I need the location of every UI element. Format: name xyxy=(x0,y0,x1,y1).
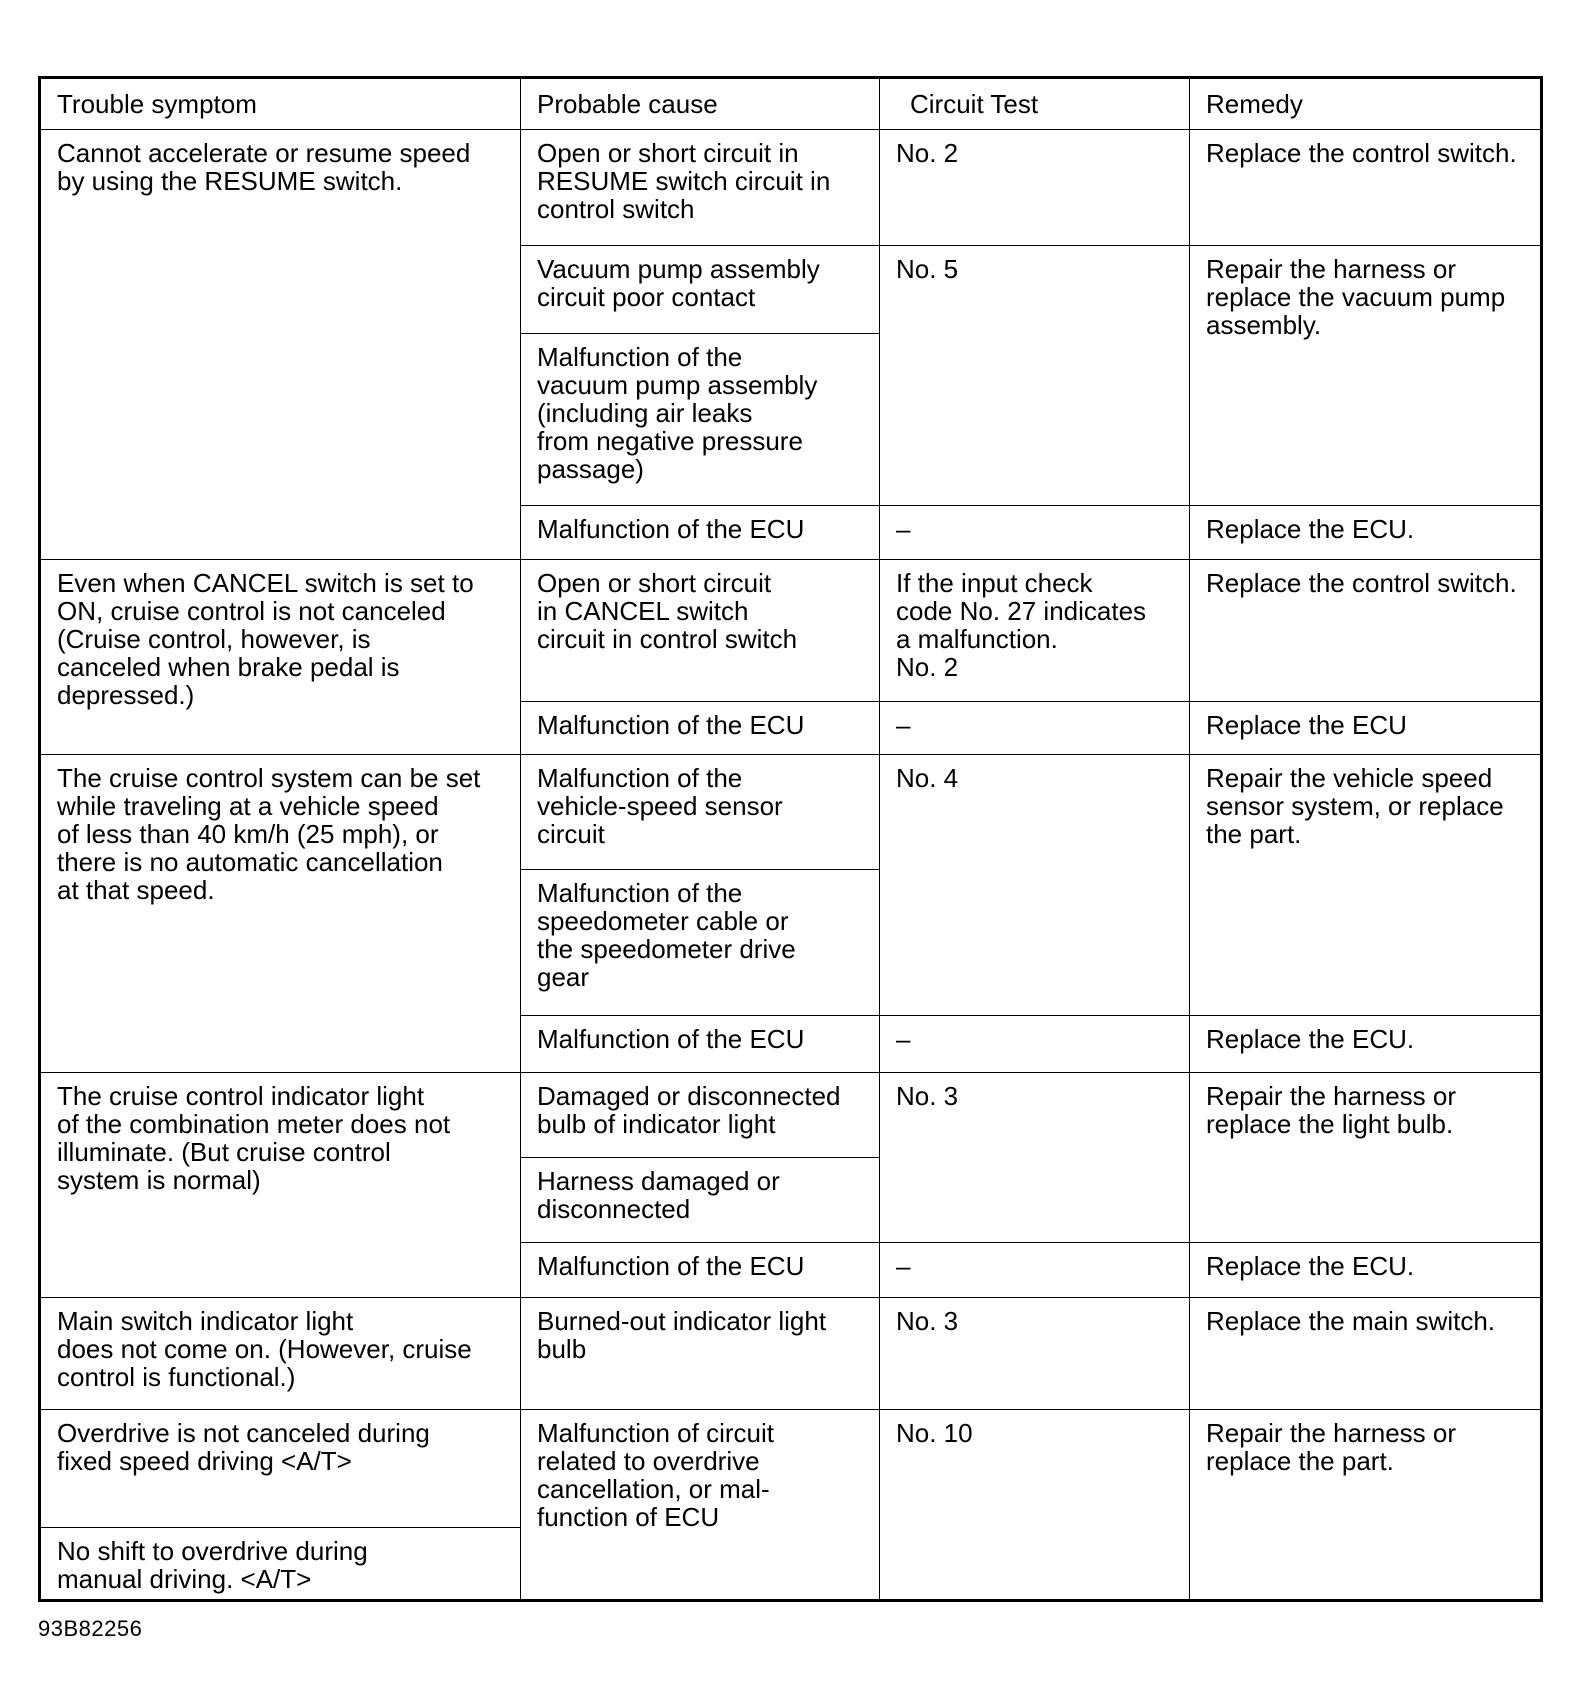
circuit-test-cell: No. 5 xyxy=(880,245,1190,505)
table-row xyxy=(40,559,1542,702)
cause-cell: Burned-out indicator light bulb xyxy=(521,1297,880,1409)
remedy-cell: Replace the ECU. xyxy=(1190,505,1542,559)
circuit-test-cell: No. 3 xyxy=(880,1072,1190,1242)
cause-cell: Open or short circuit in CANCEL switch circuit in control switch xyxy=(521,559,880,702)
cause-cell: Open or short circuit in RESUME switch circuit in control switch xyxy=(521,130,880,245)
cause-cell: Malfunction of the ECU xyxy=(521,1242,880,1297)
circuit-test-cell: If the input check code No. 27 indicates a malfunction. No. 2 xyxy=(880,559,1190,702)
troubleshooting-table-container xyxy=(38,76,1540,1602)
circuit-test-cell: – xyxy=(880,505,1190,559)
symptom-cell: Main switch indicator light does not come on. (However, cruise control is functional.) xyxy=(40,1297,521,1409)
troubleshooting-table xyxy=(38,76,1543,1602)
circuit-test-cell: – xyxy=(880,1015,1190,1072)
cause-cell: Malfunction of circuit related to overdrive cancellation, or mal- function of ECU xyxy=(521,1410,880,1601)
remedy-cell: Repair the harness or replace the vacuum pump assembly. xyxy=(1190,245,1542,505)
header-row xyxy=(40,78,1542,130)
remedy-cell: Replace the control switch. xyxy=(1190,559,1542,702)
header-circuit-test: Circuit Test xyxy=(880,78,1190,130)
header-remedy: Remedy xyxy=(1190,78,1542,130)
cause-cell: Malfunction of the vacuum pump assembly (including air leaks from negative pressure passage) xyxy=(521,334,880,506)
cause-cell: Damaged or disconnected bulb of indicator light xyxy=(521,1072,880,1157)
cause-cell: Malfunction of the vehicle-speed sensor circuit xyxy=(521,754,880,869)
cause-cell: Malfunction of the ECU xyxy=(521,505,880,559)
cause-cell: Vacuum pump assembly circuit poor contact xyxy=(521,245,880,333)
symptom-cell: Cannot accelerate or resume speed by using the RESUME switch. xyxy=(40,130,521,560)
symptom-cell: Even when CANCEL switch is set to ON, cruise control is not canceled (Cruise control, however, is canceled when brake pedal is depressed.) xyxy=(40,559,521,754)
remedy-cell: Replace the control switch. xyxy=(1190,130,1542,245)
circuit-test-cell: No. 3 xyxy=(880,1297,1190,1409)
header-probable-cause: Probable cause xyxy=(521,78,880,130)
cause-cell: Harness damaged or disconnected xyxy=(521,1158,880,1242)
circuit-test-cell: No. 10 xyxy=(880,1410,1190,1601)
remedy-cell: Replace the main switch. xyxy=(1190,1297,1542,1409)
remedy-cell: Repair the harness or replace the part. xyxy=(1190,1410,1542,1601)
circuit-test-cell: No. 4 xyxy=(880,754,1190,1015)
cause-cell: Malfunction of the ECU xyxy=(521,1015,880,1072)
remedy-cell: Repair the vehicle speed sensor system, or replace the part. xyxy=(1190,754,1542,1015)
circuit-test-cell: No. 2 xyxy=(880,130,1190,245)
symptom-cell: Overdrive is not canceled during fixed speed driving <A/T> xyxy=(40,1410,521,1527)
table-row xyxy=(40,1072,1542,1157)
document-code: 93B82256 xyxy=(38,1616,143,1641)
symptom-cell: No shift to overdrive during manual driving. <A/T> xyxy=(40,1527,521,1600)
table-row xyxy=(40,1410,1542,1527)
remedy-cell: Repair the harness or replace the light bulb. xyxy=(1190,1072,1542,1242)
cause-cell: Malfunction of the ECU xyxy=(521,702,880,754)
table-row xyxy=(40,1297,1542,1409)
symptom-cell: The cruise control indicator light of the combination meter does not illuminate. (But cruise control system is normal) xyxy=(40,1072,521,1297)
remedy-cell: Replace the ECU. xyxy=(1190,1015,1542,1072)
cause-cell: Malfunction of the speedometer cable or the speedometer drive gear xyxy=(521,870,880,1016)
table-row xyxy=(40,754,1542,869)
remedy-cell: Replace the ECU xyxy=(1190,702,1542,754)
circuit-test-cell: – xyxy=(880,702,1190,754)
table-row xyxy=(40,130,1542,245)
symptom-cell: The cruise control system can be set while traveling at a vehicle speed of less than 40 km/h (25 mph), or there is no automatic cancellation at that speed. xyxy=(40,754,521,1072)
circuit-test-cell: – xyxy=(880,1242,1190,1297)
remedy-cell: Replace the ECU. xyxy=(1190,1242,1542,1297)
header-trouble-symptom: Trouble symptom xyxy=(40,78,521,130)
